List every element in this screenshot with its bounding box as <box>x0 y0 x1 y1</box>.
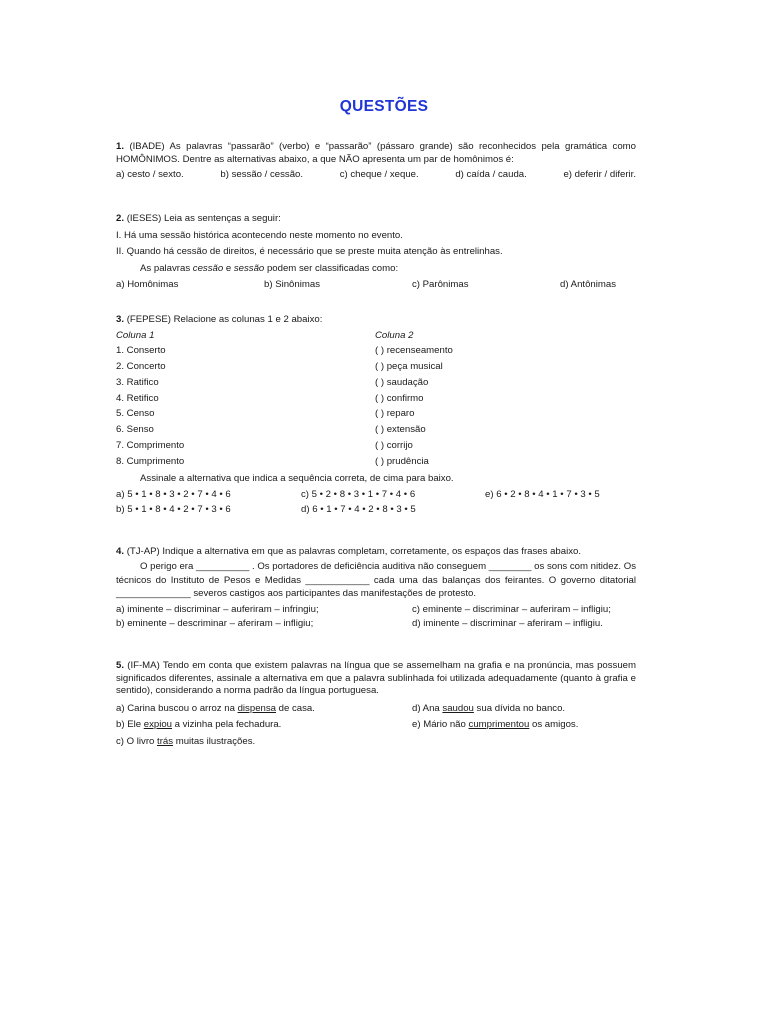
column-1-item: 1. Conserto <box>116 345 166 357</box>
question-4-number: 4. <box>116 546 125 557</box>
question-5-statement: (IF-MA) Tendo em conta que existem palavras na língua que se assemelham na grafia e na pronúncia, mas possuem significados diferentes, assinale a alternativa em que a palavra sublinhada foi utilizada adequadamente (quanto à grafia e sentido), considerando a norma padrão da língua portuguesa. <box>116 660 636 697</box>
option: e) deferir / diferir. <box>563 169 636 181</box>
question-1-text <box>116 141 636 166</box>
column-1-item: 4. Retifico <box>116 392 159 404</box>
question-2-options <box>116 277 636 294</box>
italic-word: sessão <box>233 262 265 274</box>
question-4 <box>116 545 636 631</box>
option-text: de casa. <box>276 702 315 714</box>
question-4-intro <box>116 545 636 558</box>
option: b) eminente – descriminar – aferiram – infligiu; <box>116 617 314 629</box>
option: b) 5 • 1 • 8 • 4 • 2 • 7 • 3 • 6 <box>116 504 231 516</box>
column-1-header: Coluna 1 <box>116 329 155 341</box>
option-text: b) Ele <box>116 719 144 731</box>
option-text: sua dívida no banco. <box>473 702 566 714</box>
question-4-text: O perigo era __________ . Os portadores de deficiência auditiva não conseguem ________ os sons com nitidez. Os técnicos do Instituto de Pesos e Medidas ____________ cada uma das balanças dos feirantes. O governo ditatorial ______________ severos castigos aos participantes das manifestações de protesto. <box>116 561 636 600</box>
option: c) 5 • 2 • 8 • 3 • 1 • 7 • 4 • 6 <box>301 488 416 500</box>
question-4-options <box>116 603 636 631</box>
column-2 <box>375 343 453 469</box>
option <box>116 717 412 734</box>
question-3-options-row-2 <box>116 504 636 517</box>
option-text: a vizinha pela fechadura. <box>172 719 282 731</box>
option: e) 6 • 2 • 8 • 4 • 1 • 7 • 3 • 5 <box>485 488 600 500</box>
underlined-word: saudou <box>442 702 474 714</box>
question-3 <box>116 314 636 517</box>
question-1-statement: (IBADE) As palavras “passarão” (verbo) e “passarão” (pássaro grande) são reconhecidos pela gramática como HOMÔNIMOS. Dentre as alternativas abaixo, a que NÃO apresenta um par de homônimos é: <box>116 141 637 165</box>
option: c) Parônimas <box>412 279 469 291</box>
question-2 <box>116 211 636 294</box>
option: b) Sinônimas <box>264 279 320 291</box>
question-2-number: 2. <box>116 213 125 224</box>
underlined-word: trás <box>157 735 174 747</box>
option: a) Homônimas <box>116 279 179 291</box>
underlined-word: cumprimentou <box>468 719 530 731</box>
column-2-item: ( ) extensão <box>375 424 426 436</box>
question-1-options <box>116 169 636 182</box>
sentence-2: II. Quando há cessão de direitos, é necessário que se preste muita atenção às entrelinhas. <box>116 246 503 258</box>
column-1-item: 5. Censo <box>116 408 155 420</box>
option-text: c) O livro <box>116 735 158 747</box>
option-text: d) Ana <box>412 702 443 714</box>
prompt-text: e <box>223 262 234 274</box>
question-5-number: 5. <box>116 660 125 671</box>
option: c) cheque / xeque. <box>339 169 419 181</box>
option <box>412 717 636 734</box>
column-1 <box>116 343 184 469</box>
underlined-word: expiou <box>143 719 173 731</box>
question-2-intro <box>116 211 636 228</box>
option: d) 6 • 1 • 7 • 4 • 2 • 8 • 3 • 5 <box>301 504 416 516</box>
column-1-item: 7. Comprimento <box>116 439 185 451</box>
column-2-item: ( ) reparo <box>375 408 415 420</box>
option-text: a) Carina buscou o arroz na <box>116 702 238 714</box>
question-3-statement: (FEPESE) Relacione as colunas 1 e 2 abaixo: <box>126 314 323 325</box>
option: d) caída / cauda. <box>455 169 527 181</box>
question-2-statement: (IESES) Leia as sentenças a seguir: <box>126 213 281 224</box>
matching-columns <box>116 343 636 473</box>
prompt-text: podem ser classificadas como: <box>264 262 399 274</box>
column-1-item: 6. Senso <box>116 424 154 436</box>
column-2-item: ( ) recenseamento <box>375 345 453 357</box>
sentence-1: I. Há uma sessão histórica acontecendo neste momento no evento. <box>116 229 403 241</box>
column-2-item: ( ) prudência <box>375 455 429 467</box>
column-2-item: ( ) peça musical <box>375 360 443 372</box>
column-headers <box>116 330 636 343</box>
question-4-statement: (TJ-AP) Indique a alternativa em que as palavras completam, corretamente, os espaços das frases abaixo. <box>126 546 582 557</box>
option: c) eminente – discriminar – auferiram – infligiu; <box>412 603 611 615</box>
underlined-word: dispensa <box>237 702 276 714</box>
option: b) sessão / cessão. <box>220 169 304 181</box>
question-3-instruction: Assinale a alternativa que indica a sequência correta, de cima para baixo. <box>140 473 454 485</box>
column-1-item: 8. Cumprimento <box>116 455 185 467</box>
column-2-item: ( ) confirmo <box>375 392 424 404</box>
option: d) Antônimas <box>560 279 616 291</box>
option: a) 5 • 1 • 8 • 3 • 2 • 7 • 4 • 6 <box>116 488 231 500</box>
option: a) iminente – discriminar – auferiram – infringiu; <box>116 603 319 615</box>
option: a) cesto / sexto. <box>116 169 184 181</box>
option-text: e) Mário não <box>412 719 469 731</box>
question-1 <box>116 141 636 182</box>
option-text: os amigos. <box>529 719 579 731</box>
option <box>116 701 412 718</box>
page-title: QUESTÕES <box>339 98 429 115</box>
question-3-intro <box>116 314 636 327</box>
question-3-options-row-1 <box>116 489 636 502</box>
question-5-text <box>116 660 636 698</box>
column-2-item: ( ) saudação <box>375 376 429 388</box>
question-5-options <box>116 701 636 751</box>
option: d) iminente – discriminar – aferiram – infligiu. <box>412 617 603 629</box>
column-1-item: 3. Ratifico <box>116 376 159 388</box>
option-text: muitas ilustrações. <box>173 735 256 747</box>
option <box>116 734 412 751</box>
question-1-number: 1. <box>116 141 125 152</box>
prompt-text: As palavras <box>140 262 193 274</box>
italic-word: cessão <box>192 262 224 274</box>
column-1-item: 2. Concerto <box>116 360 166 372</box>
column-2-header: Coluna 2 <box>375 329 414 341</box>
question-3-number: 3. <box>116 314 125 325</box>
column-2-item: ( ) corrijo <box>375 439 413 451</box>
option <box>412 701 636 718</box>
question-2-prompt <box>116 261 636 278</box>
question-5 <box>116 660 636 750</box>
